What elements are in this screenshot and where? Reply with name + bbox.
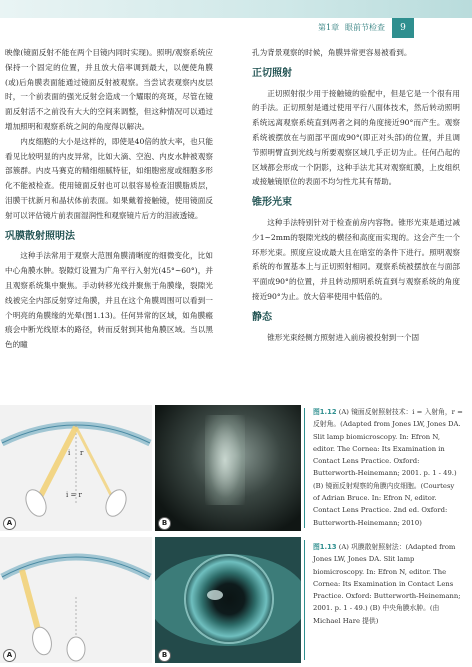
section-heading: 巩膜散射照明法 [5,230,75,242]
section-heading: 正切照射 [252,67,292,79]
page-header [0,0,472,44]
equation-label: i = r [66,491,82,499]
reflection-label: r [80,449,84,457]
panel-letter: A [3,649,16,662]
right-column [252,46,460,345]
sclerotic-scatter-diagram [0,537,152,663]
page-number: 9 [392,18,414,38]
figure-1-13-caption [313,541,463,627]
paragraph: 孔为背景观察的时候，角膜异常更容易被看到。 [252,48,412,57]
figure-1-12-caption [313,406,463,529]
figure-number: 图1.12 [313,408,337,416]
paragraph: 映像(镜面反射不能在两个目镜内同时实现)。照明/观察系统应保持一个固定的位置，并且放大倍率调到最大，以便使角膜(或)后角膜表面能通过镜面反射被观察。当尝试表观察内皮层时，一个前表面的强光反射会造成一个耀眼的亮斑，尽管在镜面反射活不之前没有大大的空间来调整，但这种情况可以通过增加照明和观察系统之间的角度得以解决。 [5,48,213,131]
section-heading: 静态 [252,311,272,323]
eye-photo [155,537,301,663]
paragraph: 正切照射很少用于接触镜的验配中，但是它是一个很有用的手法。正切照射是通过使用平行八面体技术，然后转动照明系统远离观察系统直到两者之间的角度接近90°而产生。观察系统被摆放在与面部平面成90°(即正对头部)的位置，并且调节照明臂直到光线与所要观察区域几乎正切为止。任何凸起的区域都会形成一个阴影，这种手法尤其对观察虹膜，上皮组织或接触镜原位的表面不均匀性尤其有帮助。 [252,88,460,187]
figure-number: 图1.13 [313,543,337,551]
endothelium-highlight [205,415,245,505]
figure-1-13-b-photo [155,537,301,663]
paragraph: 这种手法特别针对于检查前房内容物。锥形光束是通过减少1~2mm的裂隙光线的横径和高度而实现的。这会产生一个环形光束。照度应设成最大且在暗室的条件下进行。照明观察系统的布置基本上与正切照射相同。观察系统被摆放在与面部平面成90°的位置，并且转动照明系统直到与观察系统的角度接近90°为止。放大倍率使用中低倍的。 [252,217,460,301]
figure-1-12-a [0,405,152,531]
header-title: 眼前节检查 [345,23,385,32]
caption-rule [304,540,305,660]
caption-text: (A) 镜面反射照射技术：i = 入射角，r = 反射角。(Adapted from Jones LW, Jones DA. Slit lamp biomicroscopy. In: Efron N, editor. The Cornea: Its Examination in Contact Lens Practice. Oxford: Butterworth-Heinemann; 2001. p. 1 - 49.) (B) 镜面反射观察的角膜内皮细胞。(Courtesy of Adrian Bruce. In: Efron N, editor. Contact Lens Practice. 2nd ed. Oxford: Butterworth-Heinemann; 2010) [313,408,463,527]
panel-letter: A [3,517,16,530]
paragraph: 这种手法常用于观察大范围角膜清晰度的细微变化，比如中心角膜水肿。裂隙灯设置为广角平行入射光(45°~60°)，并且观察系统集中聚焦。手动转移光线并聚焦于角膜缘，裂隙光线被完全内部反射穿过角膜，并且在这个角膜周围可以看到一个明亮的角膜缘的光晕(图1.13)。任何异常的区域，如角膜瘢痕会中断光线原本的路径，转而反射到其他角膜区域。当以黑色的瞳 [5,251,213,350]
incidence-label: i [68,449,71,457]
panel-letter: B [158,517,171,530]
paragraph: 内皮细胞的大小是这样的，即使是40倍的放大率，也只能看见比较明显的内皮异常，比如大滴、空泡、内皮水肿被观察部簇群。内皮马赛克的精细细腻特征，如细胞密度或细胞多形化不能被检查。使用镜面反射也可以很容易检查泪膜脂质层，泪膜干扰新月和晶状体前表面。如果戴着接触镜，使用镜面反射可以评估镜片前表面湿润性和观察镜片后方的泪液透镜。 [5,136,213,220]
figure-1-13-a [0,537,152,663]
panel-letter: B [158,649,171,662]
specular-reflection-diagram [0,405,152,531]
header-band [0,0,472,18]
caption-text: (A) 巩膜散射照射法：(Adapted from Jones LW, Jones DA. Slit lamp biomicroscopy. In: Efron N, editor. The Cornea: Its Examination in Contact Lens Practice. Oxford: Butterworth-Heinemann; 2001. p. 1 - 49.) (B) 中央角膜水肿。(由 Michael Hare 提供) [313,543,461,625]
left-column [5,46,213,353]
figure-1-12-b-photo [155,405,301,531]
paragraph: 锥形光束经侧方照射进入前房被投射到一个固 [267,332,420,342]
header-chapter: 第1章 [318,23,340,32]
section-heading: 锥形光束 [252,197,292,209]
caption-rule [304,408,305,528]
